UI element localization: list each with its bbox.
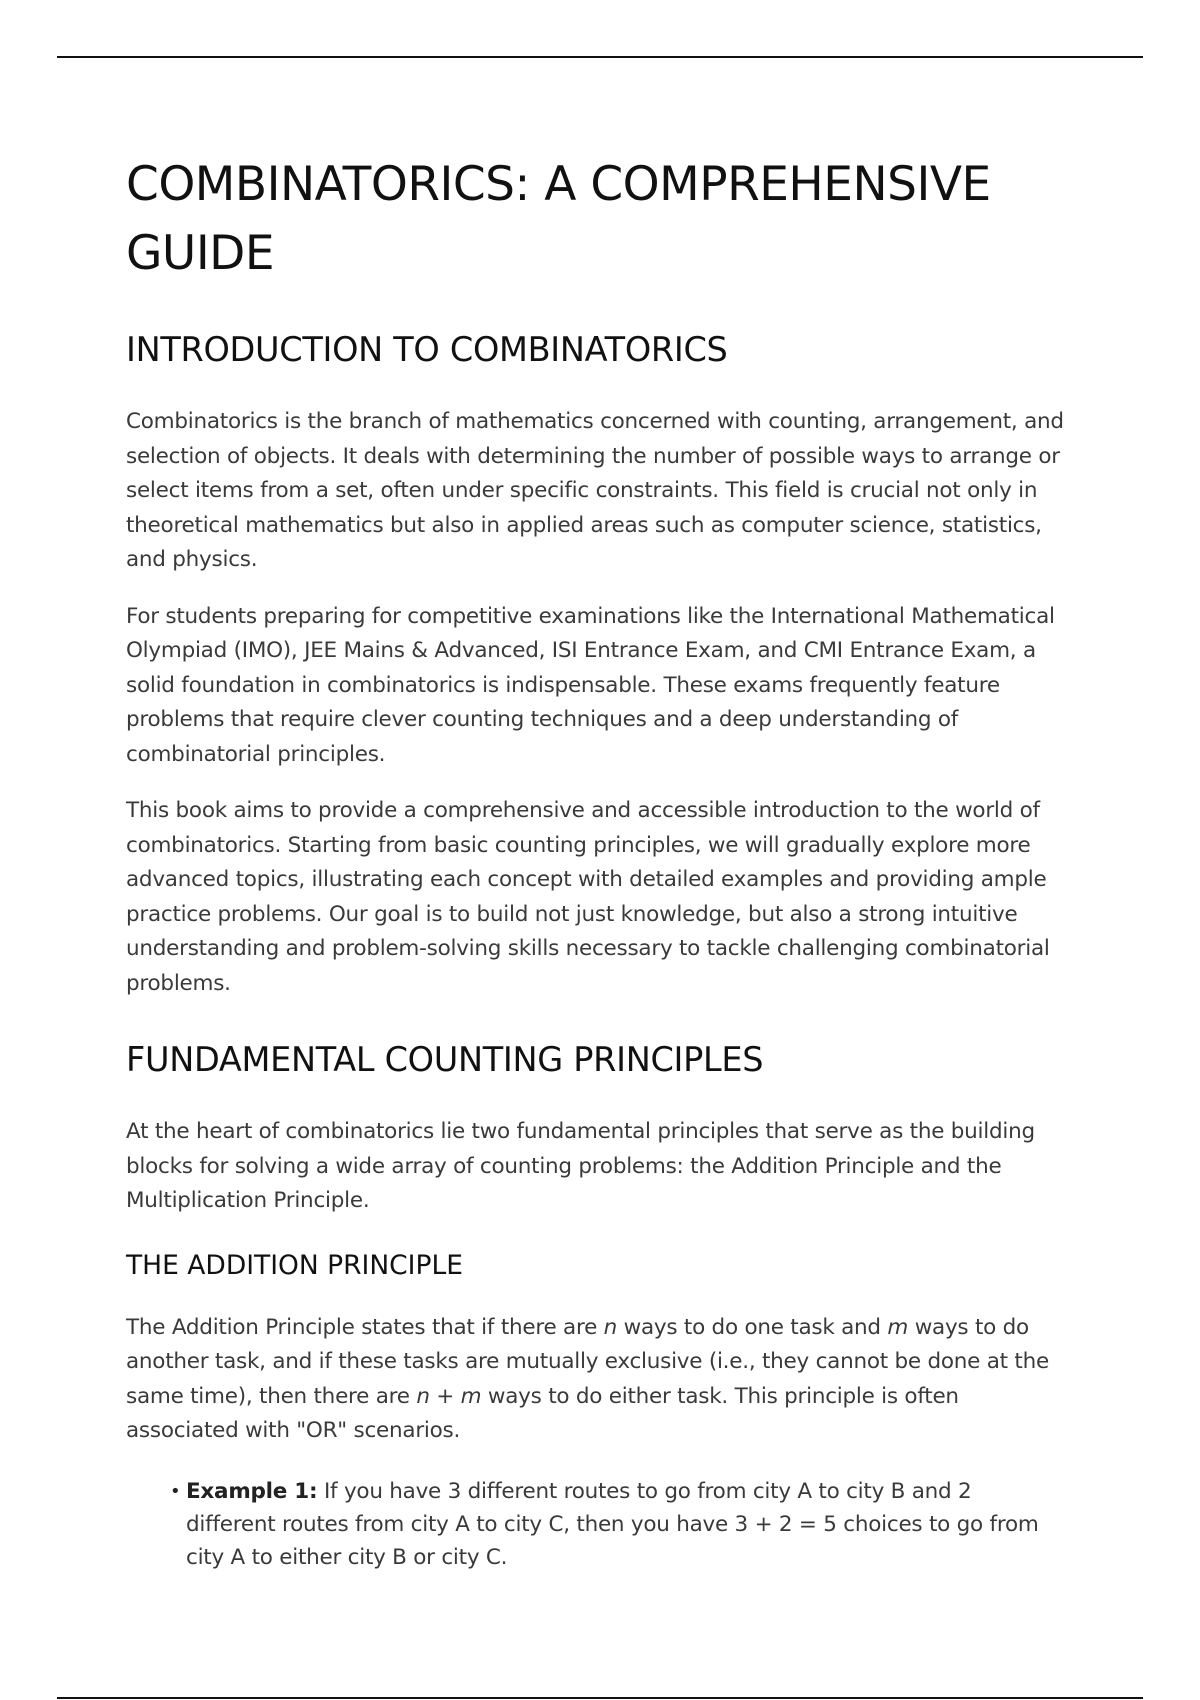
examples-list [126,1475,1056,1574]
addition-text-a: The Addition Principle states that if there are [126,1314,604,1340]
example-text: If you have 3 different routes to go from city A to city B and 2 different routes from city A to city C, then you have 3 + 2 = 5 choices to go from city A to either city B or city C. [186,1478,1039,1570]
document-body [126,150,1076,1574]
heading-fundamental-counting: FUNDAMENTAL COUNTING PRINCIPLES [126,1040,764,1079]
intro-paragraph-3: This book aims to provide a comprehensive and accessible introduction to the world of combinatorics. Starting from basic counting principles, we will gradually explore more advanced topics, illustrating each concept with detailed examples and providing ample practice problems. Our goal is to build not just knowledge, but also a strong intuitive understanding and problem-solving skills necessary to tackle challenging combinatorial problems. [126,798,1050,996]
heading-introduction: INTRODUCTION TO COMBINATORICS [126,330,728,369]
example-label: Example 1: [186,1478,318,1504]
top-rule [57,56,1143,58]
addition-paragraph-1 [126,1311,1076,1449]
document-title: COMBINATORICS: A COMPREHENSIVE GUIDE [126,157,991,281]
bullet-icon: • [170,1480,181,1502]
expression-n-plus-m: n + m [416,1383,482,1409]
addition-text-c: ways to do another task, and if these tasks are mutually exclusive (i.e., they cannot be done at the same time), then there are [126,1314,1049,1409]
heading-addition-principle: THE ADDITION PRINCIPLE [126,1249,463,1281]
addition-text-d: ways to do either task. This principle is often associated with "OR" scenarios. [126,1383,959,1443]
fundamental-paragraph-1: At the heart of combinatorics lie two fundamental principles that serve as the building blocks for solving a wide array of counting problems: the Addition Principle and the Multiplication Principle. [126,1119,1035,1213]
variable-n: n [603,1314,618,1340]
intro-paragraph-1: Combinatorics is the branch of mathematics concerned with counting, arrangement, and selection of objects. It deals with determining the number of possible ways to arrange or select items from a set, often under specific constraints. This field is crucial not only in theoretical mathematics but also in applied areas such as computer science, statistics, and physics. [126,409,1064,572]
list-item [170,1475,1056,1574]
intro-paragraph-2: For students preparing for competitive examinations like the International Mathematical Olympiad (IMO), JEE Mains & Advanced, ISI Entrance Exam, and CMI Entrance Exam, a solid foundation in combinatorics is indispensable. These exams frequently feature problems that require clever counting techniques and a deep understanding of combinatorial principles. [126,603,1055,767]
bottom-rule [57,1697,1143,1699]
variable-m: m [887,1314,909,1340]
addition-text-b: ways to do one task and [617,1314,888,1340]
